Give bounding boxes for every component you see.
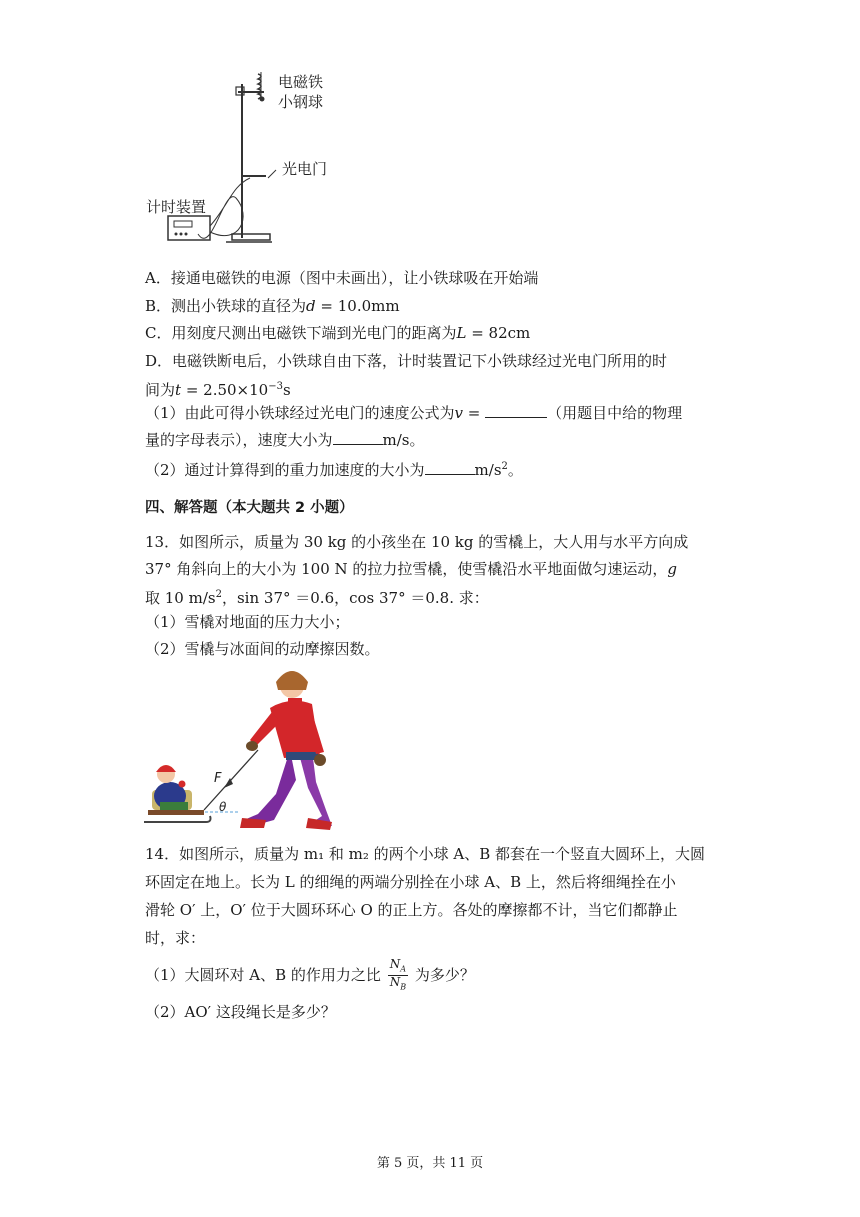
var-t: t [175, 381, 182, 399]
q14-line3: 滑轮 O′ 上，O′ 位于大圆环环心 O 的正上方。各处的摩擦都不计，当它们都静止 [145, 901, 678, 919]
option-c-text: C．用刻度尺测出电磁铁下端到光电门的距离为 [145, 324, 457, 342]
q14-part2: （2）AO′ 这段绳长是多少？ [145, 1003, 336, 1021]
q12-part1-line1 [145, 403, 682, 423]
q12-part1-note: （用题目中给的物理 [547, 404, 683, 422]
period: 。 [507, 461, 523, 479]
unit-t: s [282, 381, 291, 399]
denominator-symbol: N [389, 975, 401, 990]
q12-part1-line2 [145, 430, 425, 450]
label-gate: 光电门 [282, 160, 328, 178]
section-heading: 四、解答题（本大题共 2 小题） [145, 500, 354, 516]
q12-part2 [145, 457, 523, 480]
unit-gravity: m/s [474, 461, 502, 479]
var-g: g [667, 560, 678, 578]
fraction-numerator [388, 958, 408, 976]
q14-line2: 环固定在地上。长为 L 的细绳的两端分别拴在小球 A、B 上，然后将细绳拴在小 [145, 873, 676, 891]
q14-part1 [145, 958, 475, 994]
denominator-subscript: B [400, 982, 407, 992]
q13-part2: （2）雪橇与冰面间的动摩擦因数。 [145, 640, 380, 658]
q12-part2-text: （2）通过计算得到的重力加速度的大小为 [145, 461, 425, 479]
q12-part1-speed-text: 量的字母表示），速度大小为 [145, 431, 333, 449]
force-label: F [214, 771, 222, 786]
option-b-text: B．测出小铁球的直径为 [145, 297, 307, 315]
option-d-line2 [145, 377, 291, 400]
equals-sign: = [463, 404, 486, 422]
q12-part1-text: （1）由此可得小铁球经过光电门的速度公式为 [145, 404, 455, 422]
option-b [145, 296, 400, 316]
label-magnet: 电磁铁 [278, 73, 324, 91]
q13-part1: （1）雪橇对地面的压力大小； [145, 613, 350, 631]
option-a: A．接通电磁铁的电源（图中未画出），让小铁球吸在开始端 [145, 269, 539, 287]
answer-blank-gravity[interactable] [425, 460, 475, 475]
value-d: = 10.0mm [315, 297, 400, 315]
var-l: L [456, 324, 467, 342]
q13-line3-rest: ，sin 37° ＝0.6，cos 37° ＝0.8. 求： [221, 589, 489, 607]
exponent-t: −3 [268, 381, 283, 392]
label-ball: 小钢球 [278, 93, 324, 111]
q14-part1-text: （1）大圆环对 A、B 的作用力之比 [145, 965, 381, 984]
ratio-fraction [388, 958, 408, 994]
sled-figure [140, 660, 340, 835]
option-c [145, 323, 530, 343]
numerator-symbol: N [389, 957, 401, 971]
unit-speed: m/s。 [382, 431, 425, 449]
numerator-subscript: A [400, 964, 407, 974]
var-v: v [454, 404, 464, 422]
fraction-denominator [388, 976, 408, 993]
value-l: = 82cm [466, 324, 531, 342]
q14-line4: 时，求： [145, 929, 206, 947]
answer-blank-speed[interactable] [333, 430, 383, 445]
q13-line1: 13．如图所示，质量为 30 kg 的小孩坐在 10 kg 的雪橇上，大人用与水平方向成 [145, 533, 689, 551]
exponent-g: 2 [215, 589, 222, 600]
apparatus-figure [140, 66, 340, 256]
answer-blank-formula[interactable] [485, 403, 547, 418]
value-t: = 2.50×10 [181, 381, 269, 399]
option-d-line1: D．电磁铁断电后，小铁球自由下落，计时装置记下小铁球经过光电门所用的时 [145, 352, 668, 370]
page-footer: 第 5 页，共 11 页 [376, 1156, 484, 1171]
angle-label: θ [219, 800, 227, 814]
exponent-gravity: 2 [501, 461, 508, 472]
q13-line2 [145, 559, 677, 579]
q14-line1: 14．如图所示，质量为 m₁ 和 m₂ 的两个小球 A、B 都套在一个竖直大圆环上，大圆 [145, 845, 706, 863]
q14-part1-question: 为多少？ [414, 965, 475, 984]
option-d-text: 间为 [145, 381, 176, 399]
var-d: d [306, 297, 316, 315]
q13-line3 [145, 585, 489, 608]
q13-line3-text: 取 10 m/s [145, 589, 216, 607]
q13-line2-text: 37° 角斜向上的大小为 100 N 的拉力拉雪橇，使雪橇沿水平地面做匀速运动， [145, 560, 668, 578]
label-timer: 计时装置 [146, 198, 207, 216]
